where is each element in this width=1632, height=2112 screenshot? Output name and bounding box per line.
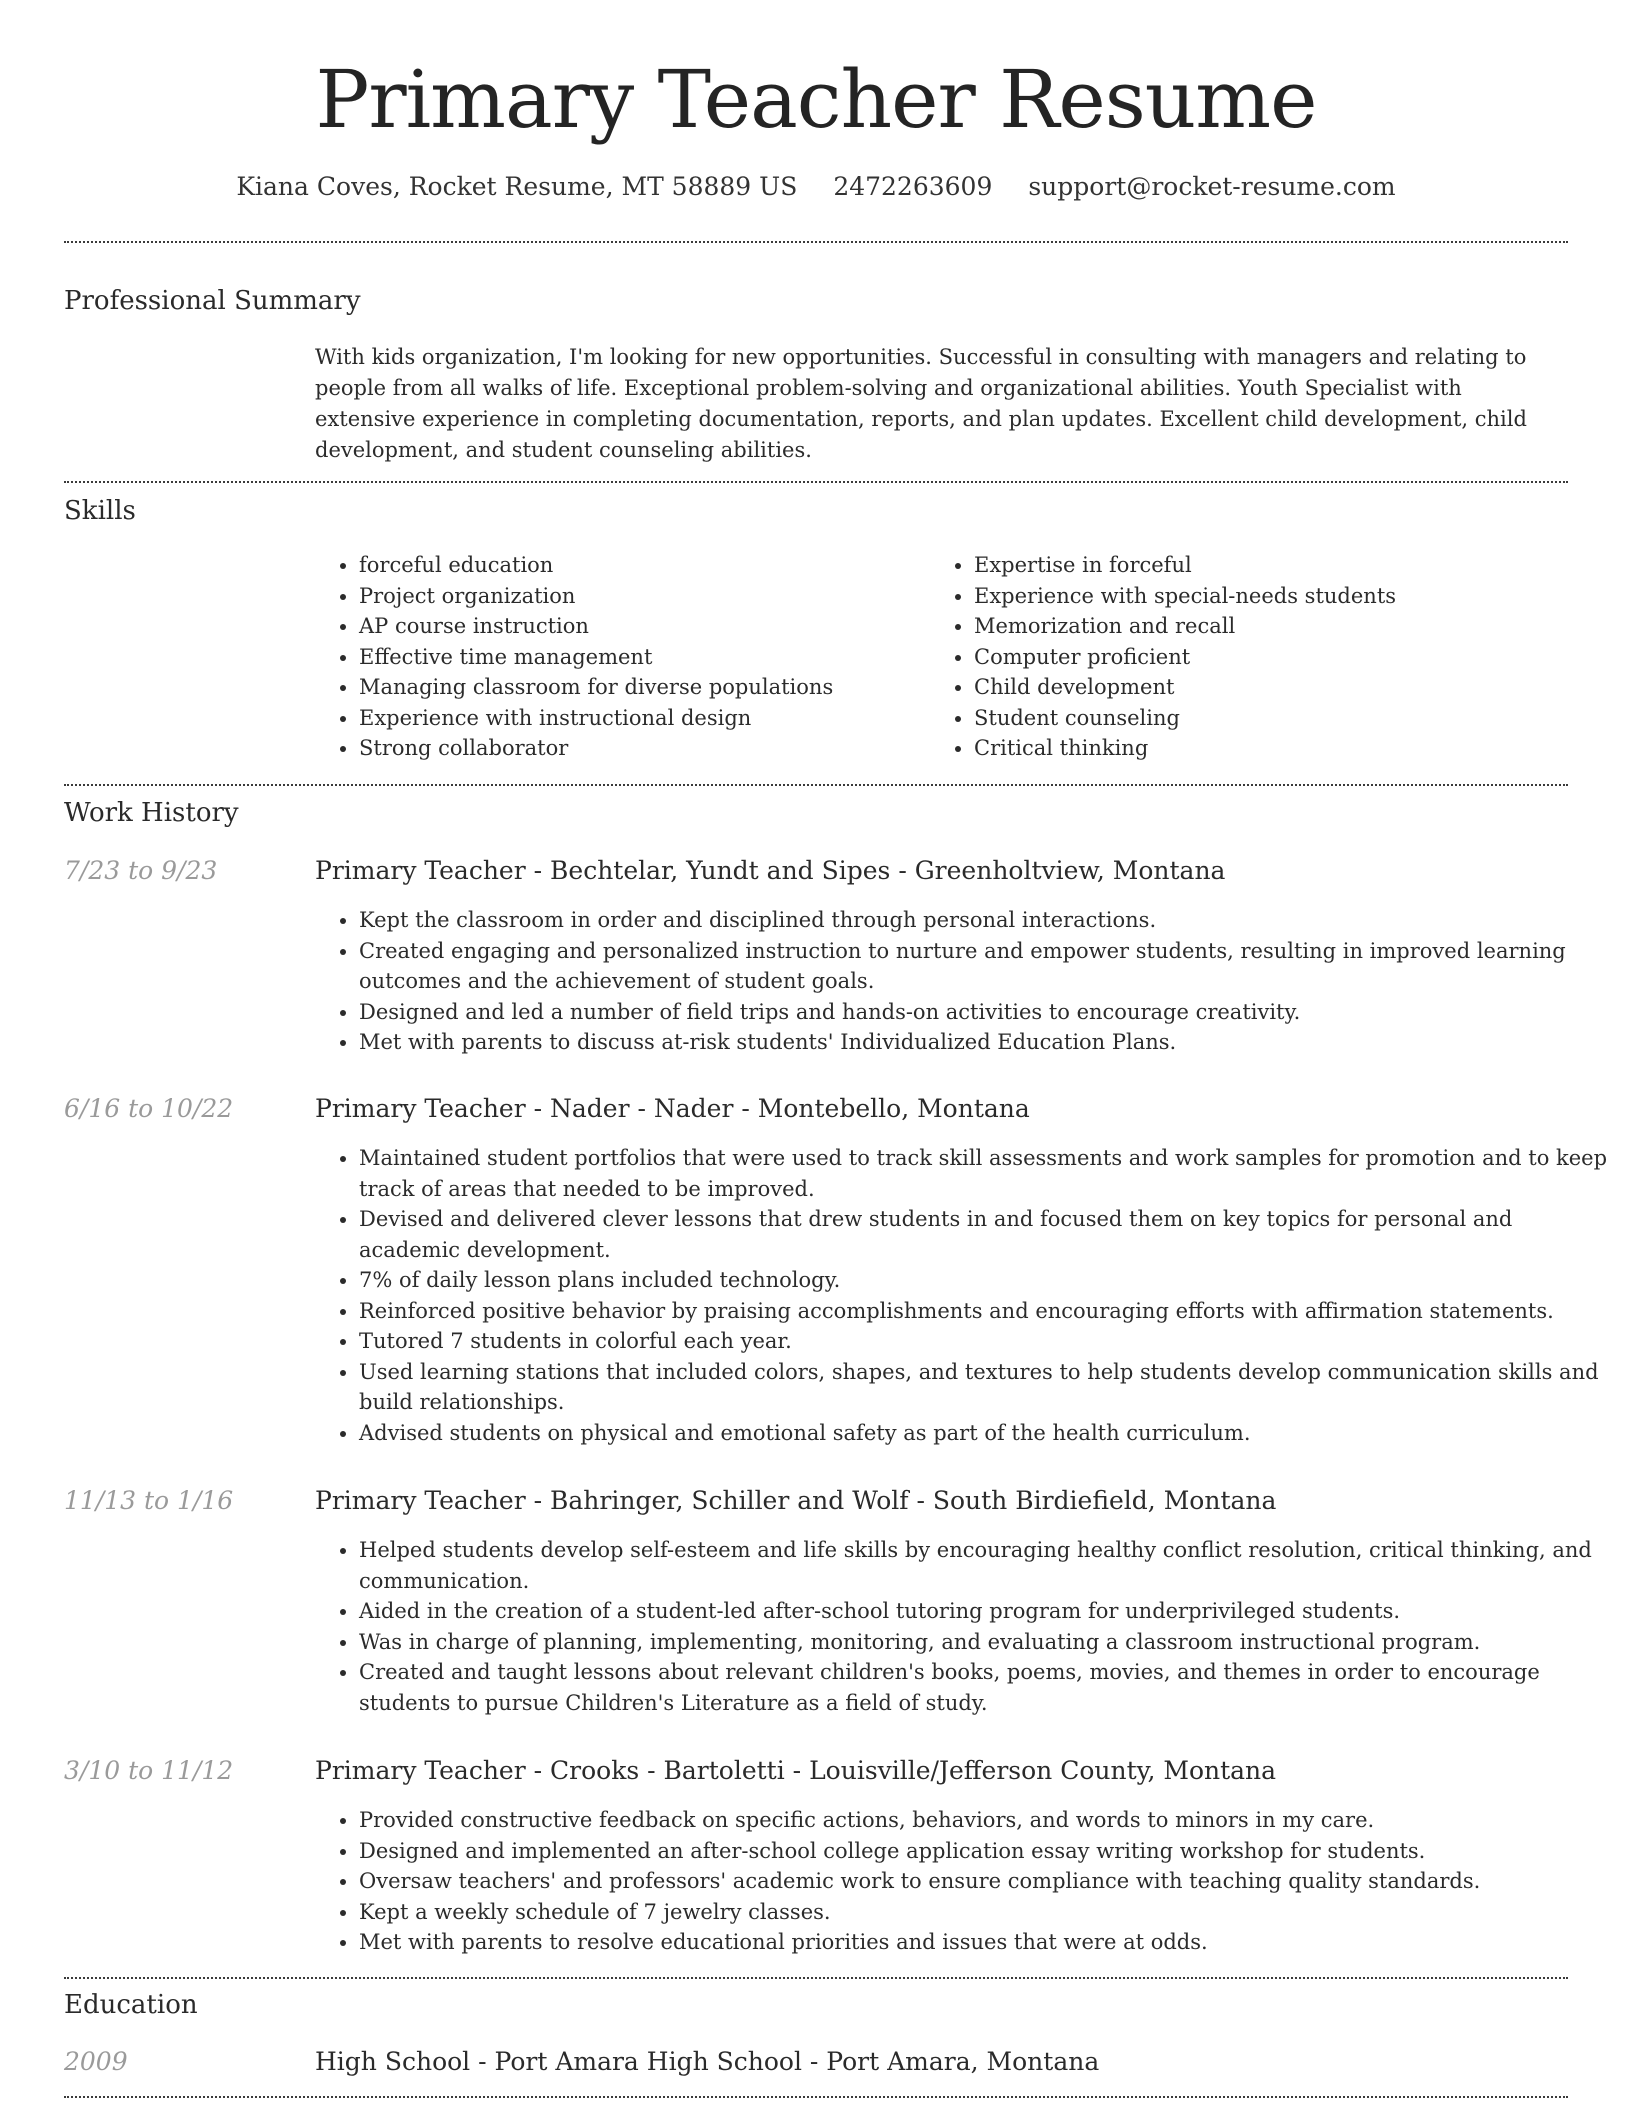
contact-address: Kiana Coves, Rocket Resume, MT 58889 US: [236, 172, 798, 201]
skills-list-left: [315, 550, 929, 764]
job-bullet: • Met with parents to discuss at-risk students' Individualized Education Plans.: [359, 1027, 1612, 1058]
job-title: Primary Teacher - Bahringer, Schiller and Wolf - South Birdiefield, Montana: [315, 1486, 1277, 1515]
job-bullets: [315, 1143, 1612, 1448]
skill-item: • Computer proficient: [974, 642, 1604, 673]
job-bullet: • Devised and delivered clever lessons that drew students in and focused them on key topics for personal and academic development.: [359, 1204, 1612, 1265]
job-title: Primary Teacher - Bechtelar, Yundt and Sipes - Greenholtview, Montana: [315, 856, 1226, 885]
divider: [64, 2096, 1568, 2098]
skill-item: • Student counseling: [974, 703, 1604, 734]
skill-item: • Experience with instructional design: [359, 703, 929, 734]
skills-list-right: [930, 550, 1604, 764]
skill-item: • forceful education: [359, 550, 929, 581]
education-title: High School - Port Amara High School - Port Amara, Montana: [315, 2047, 1100, 2076]
skill-item: • Experience with special-needs students: [974, 581, 1604, 612]
job-bullet: • Reinforced positive behavior by praising accomplishments and encouraging efforts with affirmation statements.: [359, 1296, 1612, 1327]
skill-item: • Strong collaborator: [359, 733, 929, 764]
divider: [64, 481, 1568, 483]
skill-item: • Expertise in forceful: [974, 550, 1604, 581]
job-bullet: • Created engaging and personalized instruction to nurture and empower students, resulting in improved learning outcomes and the achievement of student goals.: [359, 936, 1612, 997]
job-bullets: [315, 1535, 1612, 1718]
skill-item: • AP course instruction: [359, 611, 929, 642]
job-bullet: • Oversaw teachers' and professors' academic work to ensure compliance with teaching quality standards.: [359, 1866, 1612, 1897]
skill-item: • Critical thinking: [974, 733, 1604, 764]
summary-text: With kids organization, I'm looking for new opportunities. Successful in consulting with managers and relating to people from all walks of life. Exceptional problem-solving and organizational abilities. Youth Specialist with extensive experience in completing documentation, reports, and plan updates. Excellent child development, child development, and student counseling abilities.: [315, 345, 1527, 462]
education-heading: Education: [64, 1990, 198, 2020]
skill-item: • Project organization: [359, 581, 929, 612]
job-bullet: • 7% of daily lesson plans included technology.: [359, 1265, 1612, 1296]
job-bullet: • Was in charge of planning, implementing, monitoring, and evaluating a classroom instructional program.: [359, 1627, 1612, 1658]
summary-heading: Professional Summary: [64, 286, 361, 316]
skill-item: • Managing classroom for diverse populations: [359, 672, 929, 703]
job-bullet: • Met with parents to resolve educational priorities and issues that were at odds.: [359, 1927, 1612, 1958]
page-title: Primary Teacher Resume: [315, 53, 1317, 146]
job-bullets: [315, 1805, 1612, 1958]
job-bullet: • Kept a weekly schedule of 7 jewelry classes.: [359, 1897, 1612, 1928]
job-bullet: • Used learning stations that included colors, shapes, and textures to help students develop communication skills and build relationships.: [359, 1357, 1612, 1418]
job-dates: 6/16 to 10/22: [64, 1094, 234, 1123]
job-bullets: [315, 905, 1612, 1058]
skill-item: • Child development: [974, 672, 1604, 703]
contact-phone: 2472263609: [833, 172, 993, 201]
skills-heading: Skills: [64, 496, 136, 526]
divider: [64, 1977, 1568, 1979]
job-bullet: • Designed and implemented an after-school college application essay writing workshop for students.: [359, 1836, 1612, 1867]
contact-line: [0, 170, 1632, 204]
job-dates: 7/23 to 9/23: [64, 856, 218, 885]
job-bullet: • Aided in the creation of a student-led after-school tutoring program for underprivileged students.: [359, 1596, 1612, 1627]
contact-email: support@rocket-resume.com: [1028, 172, 1396, 201]
job-title: Primary Teacher - Nader - Nader - Montebello, Montana: [315, 1094, 1030, 1123]
job-bullet: • Designed and led a number of field trips and hands-on activities to encourage creativity.: [359, 997, 1612, 1028]
job-bullet: • Advised students on physical and emotional safety as part of the health curriculum.: [359, 1418, 1612, 1449]
job-dates: 11/13 to 1/16: [64, 1486, 234, 1515]
job-title: Primary Teacher - Crooks - Bartoletti - Louisville/Jefferson County, Montana: [315, 1756, 1277, 1785]
job-bullet: • Created and taught lessons about relevant children's books, poems, movies, and themes in order to encourage students to pursue Children's Literature as a field of study.: [359, 1657, 1612, 1718]
divider: [64, 241, 1568, 243]
skill-item: • Effective time management: [359, 642, 929, 673]
job-bullet: • Tutored 7 students in colorful each year.: [359, 1326, 1612, 1357]
job-bullet: • Maintained student portfolios that were used to track skill assessments and work samples for promotion and to keep track of areas that needed to be improved.: [359, 1143, 1612, 1204]
work-heading: Work History: [64, 798, 239, 828]
divider: [64, 784, 1568, 786]
job-bullet: • Kept the classroom in order and disciplined through personal interactions.: [359, 905, 1612, 936]
education-dates: 2009: [64, 2047, 128, 2076]
skill-item: • Memorization and recall: [974, 611, 1604, 642]
job-bullet: • Helped students develop self-esteem and life skills by encouraging healthy conflict resolution, critical thinking, and communication.: [359, 1535, 1612, 1596]
job-dates: 3/10 to 11/12: [64, 1756, 234, 1785]
job-bullet: • Provided constructive feedback on specific actions, behaviors, and words to minors in my care.: [359, 1805, 1612, 1836]
